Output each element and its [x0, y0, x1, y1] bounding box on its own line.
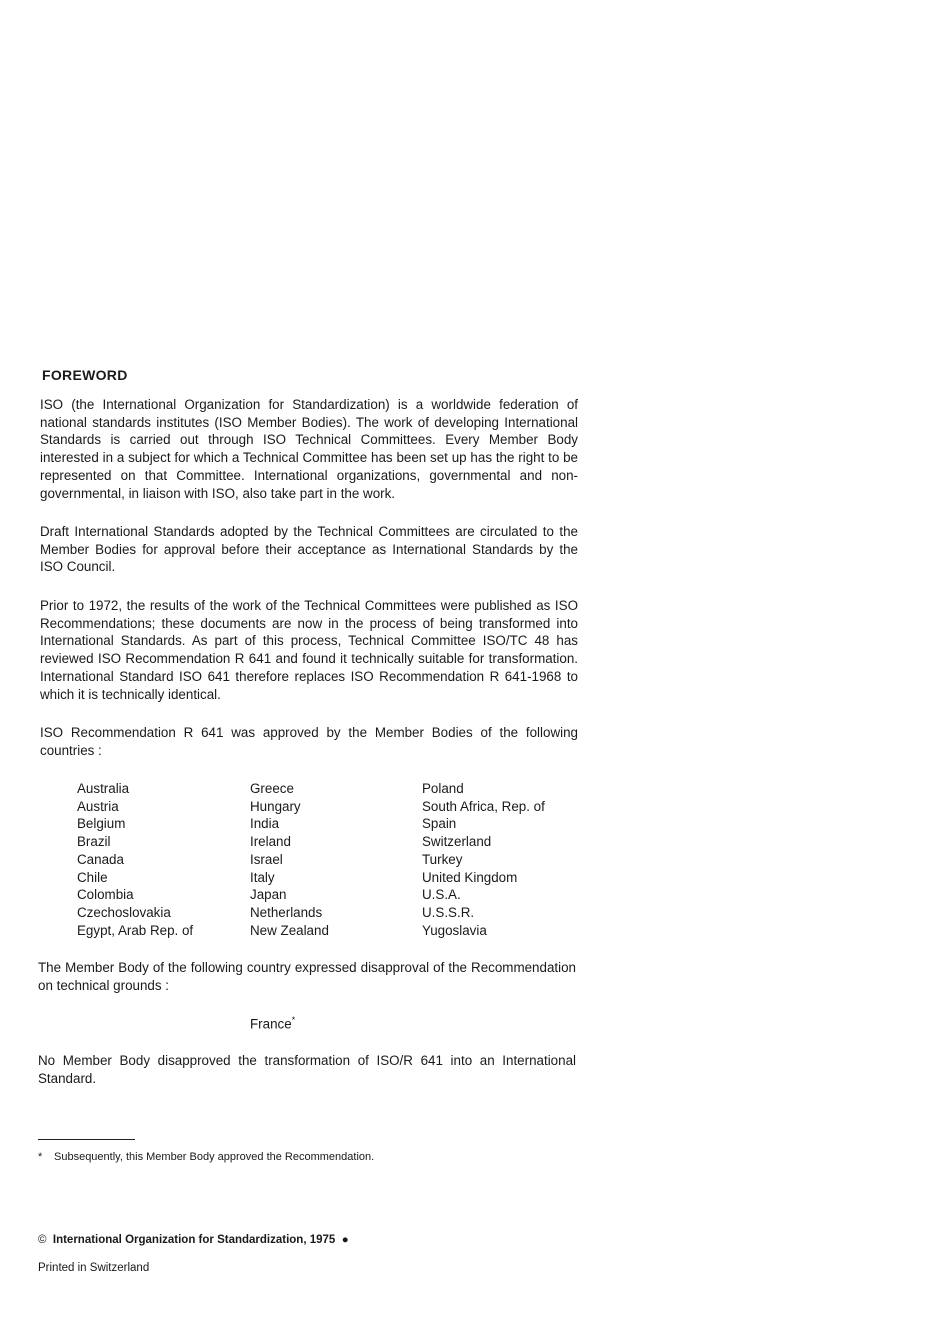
- country-item: Italy: [250, 869, 275, 885]
- country-item: Canada: [77, 851, 124, 867]
- disapproval-statement: The Member Body of the following country expressed disapproval of the Recommendation on technical grounds :: [38, 960, 576, 993]
- disapproving-country: [250, 1015, 295, 1031]
- footnote-reference-mark: *: [291, 1015, 296, 1025]
- footnote-text: Subsequently, this Member Body approved the Recommendation.: [54, 1151, 375, 1163]
- country-item: Australia: [77, 781, 130, 796]
- country-item: Japan: [250, 887, 287, 903]
- countries-column-3: [422, 780, 545, 939]
- disapproving-country-name: France: [250, 1016, 292, 1032]
- copyright-symbol: ©: [38, 1234, 47, 1246]
- country-item: Colombia: [77, 887, 134, 903]
- country-item: Israel: [250, 851, 283, 867]
- country-item: Hungary: [250, 798, 301, 814]
- printed-in: Printed in Switzerland: [38, 1262, 150, 1274]
- country-item: India: [250, 816, 280, 832]
- country-item: Czechoslovakia: [77, 904, 171, 920]
- country-item: Austria: [77, 798, 119, 814]
- country-item: Spain: [422, 816, 457, 832]
- country-item: Chile: [77, 869, 108, 885]
- countries-column-2: [250, 780, 329, 939]
- countries-column-1: [77, 780, 193, 939]
- foreword-paragraph-1: ISO (the International Organization for Standardization) is a worldwide federation of national standards institutes (ISO Member Bodies). The work of developing International Standards is carried out through ISO Technical Committees. Every Member Body interested in a subject for which a Technical Committee has been set up has the right to be represented on that Committee. International organizations, governmental and non-governmental, in liaison with ISO, also take part in the work.: [40, 397, 578, 501]
- country-item: Brazil: [77, 834, 111, 850]
- foreword-paragraph-3: Prior to 1972, the results of the work of the Technical Committees were published as ISO Recommendations; these documents are now in the process of being transformed into International Standards. As part of this process, Technical Committee ISO/TC 48 has reviewed ISO Recommendation R 641 and found it technically suitable for transformation. International Standard ISO 641 therefore replaces ISO Recommendation R 641-1968 to which it is technically identical.: [40, 598, 578, 702]
- copyright-line: [38, 1234, 349, 1246]
- country-item: New Zealand: [250, 922, 329, 938]
- country-item: Netherlands: [250, 904, 323, 920]
- country-item: Poland: [422, 781, 464, 796]
- approval-intro: ISO Recommendation R 641 was approved by the Member Bodies of the following countries :: [40, 725, 578, 758]
- country-item: United Kingdom: [422, 869, 518, 885]
- country-item: Turkey: [422, 851, 463, 867]
- country-item: Greece: [250, 781, 294, 796]
- footnote: [38, 1151, 374, 1163]
- country-item: Egypt, Arab Rep. of: [77, 922, 194, 938]
- country-item: Yugoslavia: [422, 922, 487, 938]
- footnote-divider: [38, 1139, 135, 1140]
- country-item: U.S.S.R.: [422, 904, 475, 920]
- copyright-text: International Organization for Standardization, 1975: [52, 1234, 336, 1246]
- country-item: Switzerland: [422, 834, 492, 850]
- country-item: Ireland: [250, 834, 291, 850]
- footnote-mark: *: [38, 1151, 43, 1163]
- foreword-paragraph-2: Draft International Standards adopted by the Technical Committees are circulated to the Member Bodies for approval before their acceptance as International Standards by the ISO Council.: [40, 524, 578, 575]
- no-disapproval-statement: No Member Body disapproved the transformation of ISO/R 641 into an International Standard.: [38, 1053, 576, 1086]
- country-item: South Africa, Rep. of: [422, 798, 545, 814]
- country-item: U.S.A.: [422, 887, 461, 903]
- country-item: Belgium: [77, 816, 126, 832]
- bullet-icon: ●: [341, 1234, 349, 1246]
- foreword-heading: FOREWORD: [42, 367, 128, 383]
